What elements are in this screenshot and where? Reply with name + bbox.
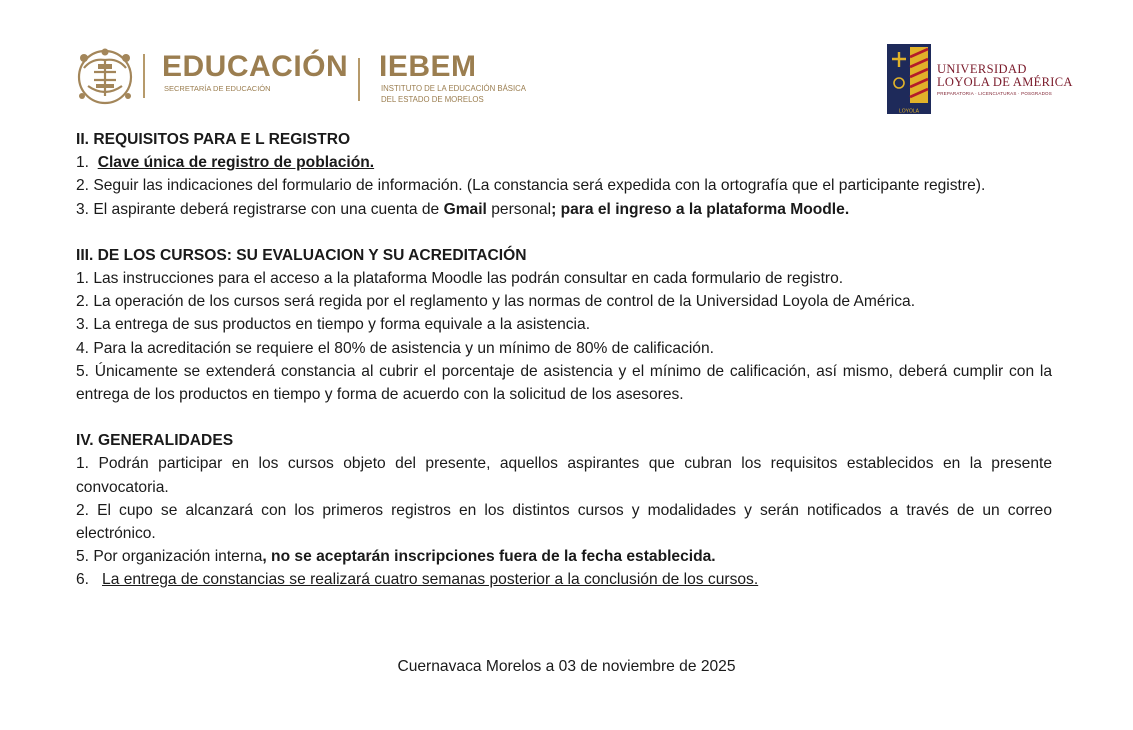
item-text: Clave única de registro de población. xyxy=(97,154,375,172)
item-number: 1. xyxy=(76,154,90,172)
educacion-emblem-icon xyxy=(74,46,136,108)
list-item: 1. Las instrucciones para el acceso a la plataforma Moodle las podrán consultar en cada formulario de registro. xyxy=(76,270,844,288)
list-item: 2. La operación de los cursos será regida por el reglamento y las normas de control de la Universidad Loyola de América. xyxy=(76,293,916,311)
spacer xyxy=(76,406,1052,429)
item-text: 3. El aspirante deberá registrarse con una cuenta de xyxy=(76,200,444,218)
spacer xyxy=(76,221,1052,244)
section-heading-cursos: III. DE LOS CURSOS: SU EVALUACION Y SU ACREDITACIÓN xyxy=(76,246,527,264)
section-heading-generalidades: IV. GENERALIDADES xyxy=(76,432,234,450)
item-text-bold: Gmail xyxy=(443,200,487,218)
list-item: 4. Para la acreditación se requiere el 80% de asistencia y un mínimo de 80% de calificación. xyxy=(76,339,714,357)
uni-name-line1: UNIVERSIDAD xyxy=(937,62,1027,76)
document-header xyxy=(0,0,1133,125)
header-divider xyxy=(358,58,360,101)
list-item xyxy=(76,151,1052,174)
item-text: La entrega de constancias se realizará cuatro semanas posterior a la conclusión de los cursos. xyxy=(102,571,759,589)
place-date: Cuernavaca Morelos a 03 de noviembre de 2025 xyxy=(397,658,736,675)
uni-name-line3: PREPARATORIA · LICENCIATURAS · POSGRADOS xyxy=(937,91,1052,96)
educacion-title: EDUCACIÓN xyxy=(162,50,349,83)
header-divider xyxy=(143,54,145,98)
item-text-bold: , no se aceptarán inscripciones fuera de la fecha establecida. xyxy=(262,548,716,566)
list-item: 2. Seguir las indicaciones del formulario de información. (La constancia será expedida con la ortografía que el participante registre). xyxy=(76,177,986,195)
loyola-shield-icon xyxy=(886,43,932,115)
iebem-subtitle-1: INSTITUTO DE LA EDUCACIÓN BÁSICA xyxy=(381,84,526,93)
item-text: 5. Por organización interna xyxy=(76,548,263,566)
list-item: 3. La entrega de sus productos en tiempo y forma equivale a la asistencia. xyxy=(76,316,591,334)
list-item: 1. Podrán participar en los cursos objeto del presente, aquellos aspirantes que cubran los requisitos establecidos en la presente convocatoria. xyxy=(76,455,1052,496)
educacion-subtitle: SECRETARÍA DE EDUCACIÓN xyxy=(164,84,271,93)
uni-name-line2: LOYOLA DE AMÉRICA xyxy=(937,75,1073,89)
list-item xyxy=(76,198,1052,221)
list-item xyxy=(76,568,1052,591)
document-body xyxy=(76,128,1052,592)
section-heading-requisitos: II. REQUISITOS PARA E L REGISTRO xyxy=(76,131,351,148)
list-item: 2. El cupo se alcanzará con los primeros registros en los distintos cursos y modalidades y serán notificados a través de un correo electrónico. xyxy=(76,501,1052,543)
iebem-title: IEBEM xyxy=(379,50,477,83)
item-number: 6. xyxy=(76,571,90,589)
item-text: personal xyxy=(486,200,552,218)
list-item xyxy=(76,545,1052,568)
iebem-subtitle-2: DEL ESTADO DE MORELOS xyxy=(381,95,484,104)
list-item: 5. Únicamente se extenderá constancia al cubrir el porcentaje de asistencia y el mínimo de calificación, así mismo, deberá cumplir con la entrega de los productos en tiempo y forma de acuerdo con la solicitud de los asesores. xyxy=(76,362,1052,404)
item-text-bold: ; para el ingreso a la plataforma Moodle. xyxy=(551,200,850,218)
loyola-badge-text: LOYOLA xyxy=(898,108,920,115)
